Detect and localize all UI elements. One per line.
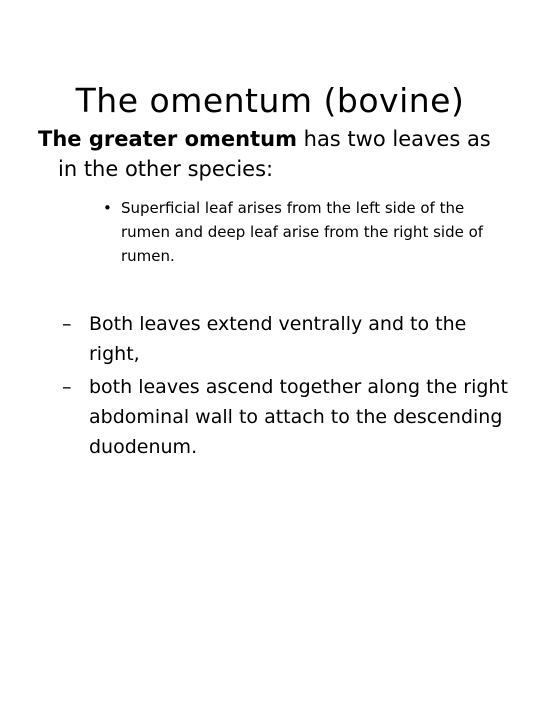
intro-bold-term: The greater omentum	[38, 127, 297, 151]
intro-text-line1: has two leaves as	[296, 127, 491, 151]
intro-text-line2: in the other species:	[58, 157, 274, 181]
dash-marker: –	[62, 376, 72, 398]
dash-list	[62, 309, 522, 465]
sub-bullet-text: Superficial leaf arises from the left side of the rumen and deep leaf arise from the right side of rumen.	[121, 199, 484, 265]
bullet-marker: •	[103, 199, 112, 217]
intro-paragraph	[38, 124, 528, 184]
dash-item-text: Both leaves extend ventrally and to the right,	[89, 313, 467, 365]
sub-bullet-item	[103, 196, 513, 268]
dash-item-text: both leaves ascend together along the right abdominal wall to attach to the descending duodenum.	[89, 376, 508, 458]
dash-list-item	[62, 309, 522, 369]
slide-title: The omentum (bovine)	[75, 81, 465, 120]
dash-list-item	[62, 372, 522, 462]
dash-marker: –	[62, 313, 72, 335]
